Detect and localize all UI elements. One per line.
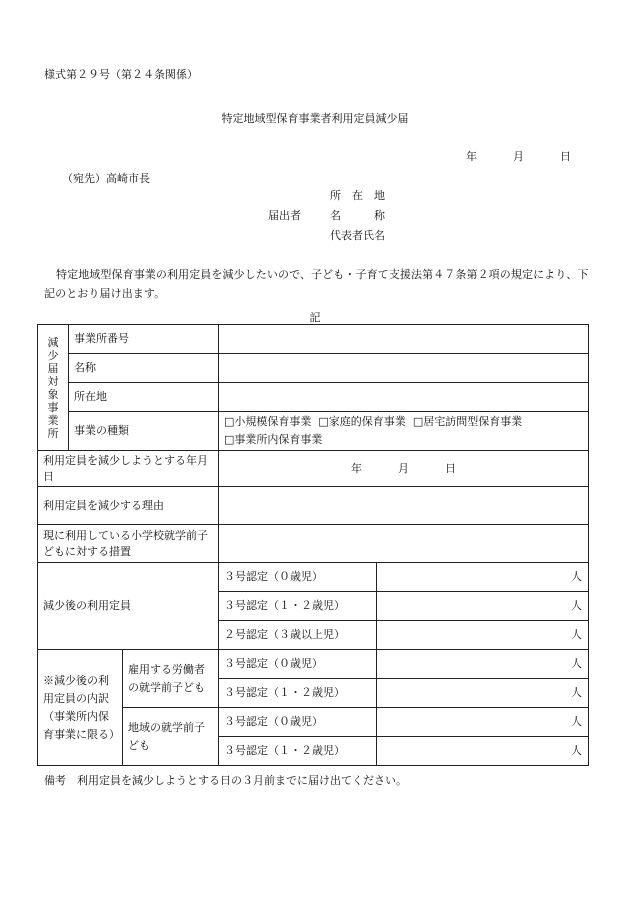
capacity-row-label-2: ２号認定（３歳以上児）	[219, 621, 377, 650]
checkbox-home-visit[interactable]: □居宅訪問型保育事業	[412, 415, 523, 428]
name-label: 名称	[69, 354, 219, 383]
measures-label: 現に利用している小学校就学前子どもに対する措置	[38, 525, 219, 563]
document-title: 特定地域型保育事業者利用定員減少届	[221, 112, 409, 125]
capacity-after-label: 減少後の利用定員	[38, 563, 219, 650]
local-children-label: 地域の就学前子ども	[123, 708, 219, 766]
employee-row-field-0[interactable]: 人	[377, 650, 589, 679]
applicant-address-label: 所 在 地	[330, 189, 385, 202]
form-number: 様式第２９号（第２４条関係）	[44, 68, 198, 81]
local-row-label-0: ３号認定（０歳児）	[219, 708, 377, 737]
business-type-options	[219, 412, 589, 451]
capacity-row-field-0[interactable]: 人	[377, 563, 589, 592]
date-month: 月	[513, 150, 524, 163]
employee-children-label: 雇用する労働者の就学前子ども	[123, 650, 219, 708]
body-text: 特定地域型保育事業の利用定員を減少したいので、子ども・子育て支援法第４７条第２項の規定により、下記のとおり届け出ます。	[44, 268, 589, 300]
reduction-date-label: 利用定員を減少しようとする年月日	[38, 451, 219, 487]
capacity-row-label-1: ３号認定（１・２歳児）	[219, 592, 377, 621]
local-row-label-1: ３号認定（１・２歳児）	[219, 737, 377, 766]
employee-row-label-1: ３号認定（１・２歳児）	[219, 679, 377, 708]
local-row-field-1[interactable]: 人	[377, 737, 589, 766]
office-number-field[interactable]	[219, 325, 589, 354]
employee-row-field-1[interactable]: 人	[377, 679, 589, 708]
checkbox-small-scale[interactable]: □小規模保育事業	[224, 415, 312, 428]
name-field[interactable]	[219, 354, 589, 383]
local-row-field-0[interactable]: 人	[377, 708, 589, 737]
employee-row-label-0: ３号認定（０歳児）	[219, 650, 377, 679]
checkbox-home-based[interactable]: □家庭的保育事業	[318, 415, 406, 428]
reduction-date-field[interactable]: 年 月 日	[219, 451, 589, 487]
reduction-form-table	[37, 324, 589, 766]
submission-date	[466, 148, 571, 164]
office-number-label: 事業所番号	[69, 325, 219, 354]
breakdown-label: ※減少後の利用定員の内訳（事業所内保育事業に限る）	[38, 650, 123, 766]
applicant-name-label: 名 称	[330, 209, 385, 222]
reason-field[interactable]	[219, 487, 589, 525]
ki-heading: 記	[309, 311, 321, 324]
remarks-note: 備考 利用定員を減少しようとする日の３月前までに届け出てください。	[44, 774, 407, 787]
date-day: 日	[560, 150, 571, 163]
section-label: 減 少 届 対 象 事 業 所	[38, 325, 69, 451]
reason-label: 利用定員を減少する理由	[38, 487, 219, 525]
capacity-row-field-2[interactable]: 人	[377, 621, 589, 650]
checkbox-workplace[interactable]: □事業所内保育事業	[224, 433, 323, 446]
location-label: 所在地	[69, 383, 219, 412]
addressee: （宛先）高崎市長	[62, 172, 150, 185]
date-year: 年	[466, 150, 477, 163]
measures-field[interactable]	[219, 525, 589, 563]
capacity-row-label-0: ３号認定（０歳児）	[219, 563, 377, 592]
capacity-row-field-1[interactable]: 人	[377, 592, 589, 621]
business-type-label: 事業の種類	[69, 412, 219, 451]
applicant-representative-label: 代表者氏名	[330, 229, 385, 242]
location-field[interactable]	[219, 383, 589, 412]
applicant-label: 届出者	[268, 209, 301, 222]
